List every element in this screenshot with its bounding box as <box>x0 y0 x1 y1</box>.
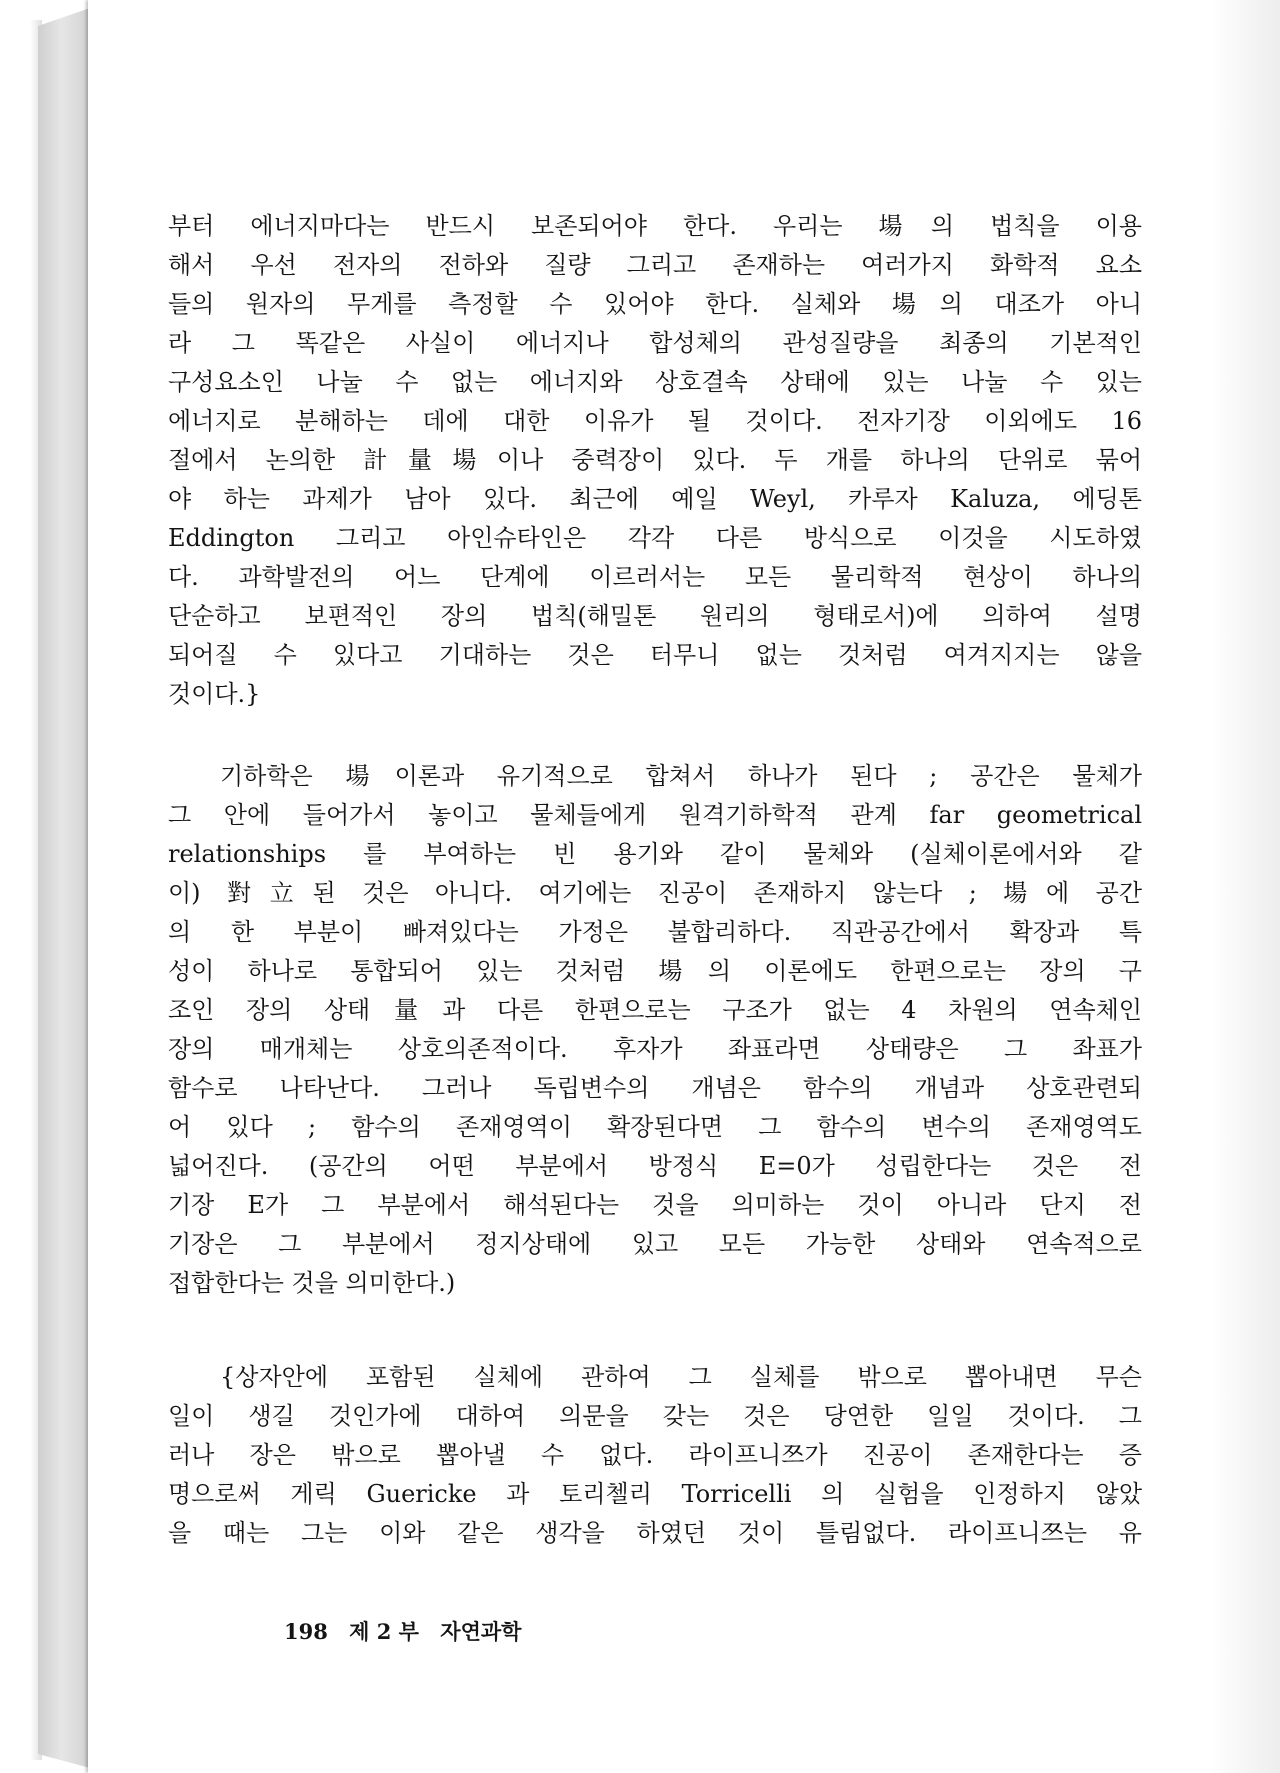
paragraph-1 <box>168 207 1142 714</box>
text-line: 명으로써 게릭 Guericke 과 토리첼리 Torricelli 의 실험을 인정하지 않았 <box>168 1480 1142 1508</box>
paragraph-2 <box>168 757 1142 1303</box>
text-line: 어 있다 ; 함수의 존재영역이 확장된다면 그 함수의 변수의 존재영역도 <box>168 1113 1142 1141</box>
page-shading <box>1210 0 1280 1773</box>
text-line: 조인 장의 상태量과 다른 한편으로는 구조가 없는 4 차원의 연속체인 <box>168 996 1142 1024</box>
text-line: 다. 과학발전의 어느 단계에 이르러서는 모든 물리학적 현상이 하나의 <box>168 563 1142 591</box>
footer-section: 자연과학 <box>440 1619 522 1644</box>
footer-part: 제 2 부 <box>349 1619 419 1644</box>
text-line: 에너지로 분해하는 데에 대한 이유가 될 것이다. 전자기장 이외에도 16 <box>168 407 1142 435</box>
text-line: 넓어진다. (공간의 어떤 부분에서 방정식 E=0가 성립한다는 것은 전 <box>168 1152 1142 1180</box>
text-line: 을 때는 그는 이와 같은 생각을 하였던 것이 틀림없다. 라이프니쯔는 유 <box>168 1519 1142 1547</box>
book-spine-edge <box>38 8 90 1768</box>
text-line: 단순하고 보편적인 장의 법칙(해밀톤 원리의 형태로서)에 의하여 설명 <box>168 602 1142 630</box>
text-line: 들의 원자의 무게를 측정할 수 있어야 한다. 실체와 場의 대조가 아니 <box>168 290 1142 318</box>
page-footer <box>284 1616 535 1646</box>
text-line: 의 한 부분이 빠져있다는 가정은 불합리하다. 직관공간에서 확장과 특 <box>168 918 1142 946</box>
text-line: 그 안에 들어가서 놓이고 물체들에게 원격기하학적 관계 far geometrical <box>168 801 1142 829</box>
text-line: 이) 對立된 것은 아니다. 여기에는 진공이 존재하지 않는다 ; 場에 공간 <box>168 879 1143 907</box>
text-line: 라 그 똑같은 사실이 에너지나 합성체의 관성질량을 최종의 기본적인 <box>168 329 1142 357</box>
text-line: 일이 생길 것인가에 대하여 의문을 갖는 것은 당연한 일일 것이다. 그 <box>168 1402 1142 1430</box>
text-line: 야 하는 과제가 남아 있다. 최근에 예일 Weyl, 카루자 Kaluza, 에딩톤 <box>168 485 1142 513</box>
text-line: {상자안에 포함된 실체에 관하여 그 실체를 밖으로 뽑아내면 무슨 <box>220 1363 1142 1391</box>
paragraph-3 <box>168 1358 1142 1553</box>
text-line: 함수로 나타난다. 그러나 독립변수의 개념은 함수의 개념과 상호관련되 <box>168 1074 1142 1102</box>
text-line: 기장은 그 부분에서 정지상태에 있고 모든 가능한 상태와 연속적으로 <box>168 1230 1142 1258</box>
text-line: 구성요소인 나눌 수 없는 에너지와 상호결속 상태에 있는 나눌 수 있는 <box>168 368 1142 396</box>
text-line: 부터 에너지마다는 반드시 보존되어야 한다. 우리는 場의 법칙을 이용 <box>168 212 1142 240</box>
text-line: 기하학은 場이론과 유기적으로 합쳐서 하나가 된다 ; 공간은 물체가 <box>220 762 1142 790</box>
page-number: 198 <box>284 1619 328 1644</box>
text-line: 되어질 수 있다고 기대하는 것은 터무니 없는 것처럼 여겨지지는 않을 <box>168 641 1142 669</box>
text-line: 해서 우선 전자의 전하와 질량 그리고 존재하는 여러가지 화학적 요소 <box>168 251 1142 279</box>
text-line: 장의 매개체는 상호의존적이다. 후자가 좌표라면 상태량은 그 좌표가 <box>168 1035 1142 1063</box>
text-line: 절에서 논의한 計量場이나 중력장이 있다. 두 개를 하나의 단위로 묶어 <box>168 446 1142 474</box>
text-line: relationships 를 부여하는 빈 용기와 같이 물체와 (실체이론에서와 같 <box>168 840 1142 868</box>
text-line: 접합한다는 것을 의미한다.) <box>168 1269 456 1297</box>
text-line: Eddington 그리고 아인슈타인은 각각 다른 방식으로 이것을 시도하였 <box>168 524 1142 552</box>
text-line: 러나 장은 밖으로 뽑아낼 수 없다. 라이프니쯔가 진공이 존재한다는 증 <box>168 1441 1142 1469</box>
text-line: 기장 E가 그 부분에서 해석된다는 것을 의미하는 것이 아니라 단지 전 <box>168 1191 1142 1219</box>
text-line: 성이 하나로 통합되어 있는 것처럼 場의 이론에도 한편으로는 장의 구 <box>168 957 1142 985</box>
text-line: 것이다.} <box>168 680 261 708</box>
